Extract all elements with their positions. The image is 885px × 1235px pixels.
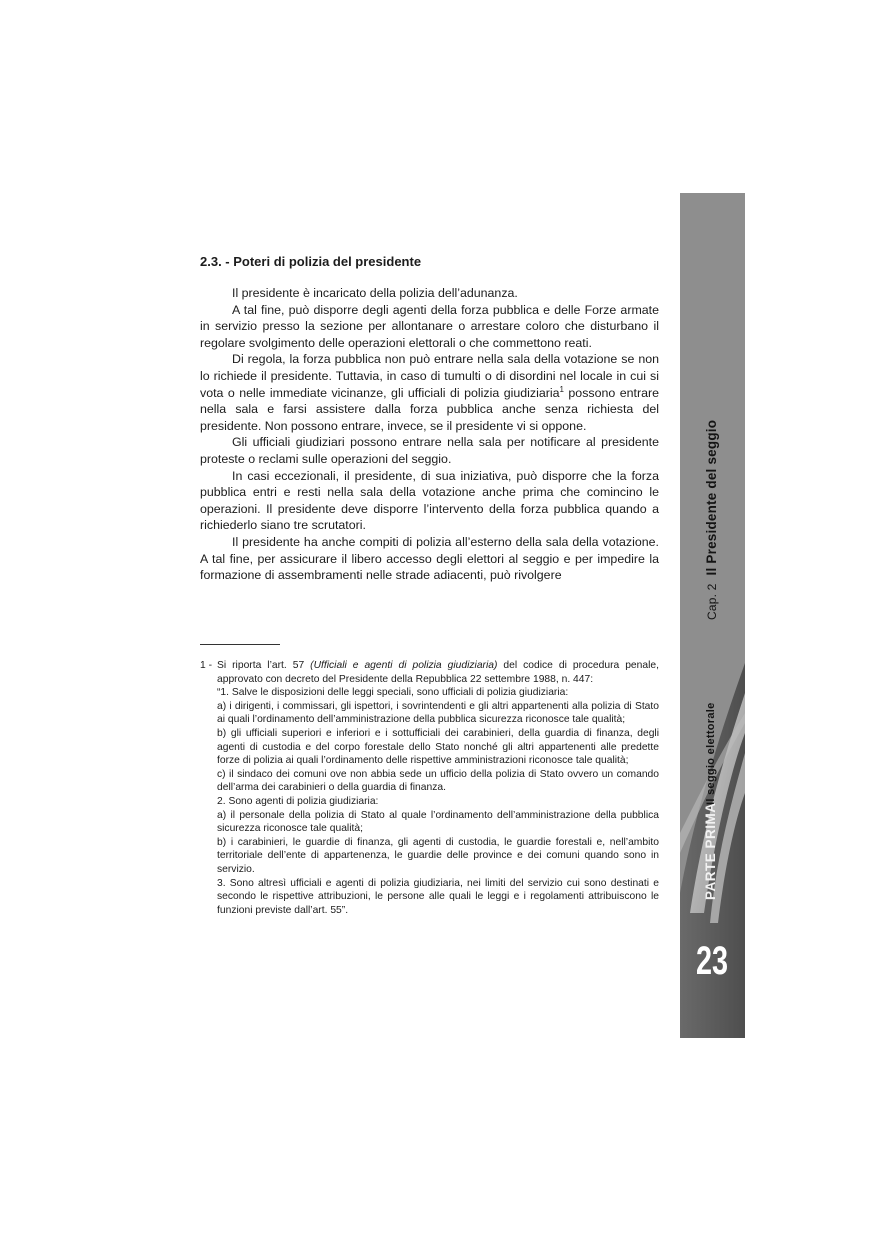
section-heading: 2.3. - Poteri di polizia del presidente <box>200 254 422 269</box>
footnote-reference[interactable]: 1 <box>559 384 564 394</box>
footnote-separator <box>200 644 280 645</box>
footnote-line: b) i carabinieri, le guardie di finanza, gli agenti di custodia, le guardie forestali e, nell’ambito territoriale dell’ente di appartenenza, le guardie delle province e dei comuni quando sono in servizio. <box>217 836 659 875</box>
footnote-article-title: (Ufficiali e agenti di polizia giudiziaria) <box>310 660 498 671</box>
paragraph <box>200 351 659 434</box>
footnote <box>200 659 659 917</box>
paragraph-text: Di regola, la forza pubblica non può entrare nella sala della votazione se non lo richiede il presidente. Tuttavia, in caso di tumulti o di disordini nel locale in cui si vota o nelle immediate vicinanze, gli ufficiali di polizia giudiziaria <box>200 352 659 400</box>
footnote-line: “1. Salve le disposizioni delle leggi speciali, sono ufficiali di polizia giudiziaria: <box>217 687 569 699</box>
footnote-line: a) il personale della polizia di Stato al quale l’ordinamento dell’amministrazione della pubblica sicurezza riconosce tale qualità; <box>217 809 659 835</box>
body-text <box>200 285 659 584</box>
chapter-title <box>704 420 719 620</box>
footnote-line: a) i dirigenti, i commissari, gli ispettori, i sovrintendenti e gli altri appartenenti alla polizia di Stato ai quali l’ordinamento dell’amministrazione della pubblica sicurezza riconosce tale qualità; <box>217 700 659 726</box>
part-title: PARTE PRIMA <box>703 802 718 900</box>
footnote-line: b) gli ufficiali superiori e inferiori e i sottufficiali dei carabinieri, della guardia di finanza, degli agenti di custodia e del corpo forestale dello Stato nonché gli altri appartenenti alle predette forze di polizia ai quali l’ordinamento delle rispettive amministrazioni riconosce tale qualità; <box>217 727 659 767</box>
chapter-label: Cap. 2 <box>705 583 719 620</box>
paragraph: A tal fine, può disporre degli agenti della forza pubblica e delle Forze armate in servizio presso la sezione per allontanare o arrestare coloro che disturbano il regolare svolgimento delle operazioni elettorali o che commettono reati. <box>200 302 659 350</box>
footnote-line: 3. Sono altresì ufficiali e agenti di polizia giudiziaria, nei limiti del servizio cui sono destinati e secondo le rispettive attribuzioni, le persone alle quali le leggi e i regolamenti attribuiscono le funzioni previste dall’art. 55”. <box>217 877 659 916</box>
footnote-intro-text: del codice di procedura penale, approvato con decreto del Presidente della Repubblica 22 settembre 1988, n. 447: <box>217 660 659 685</box>
footnote-line: 2. Sono agenti di polizia giudiziaria: <box>217 795 379 807</box>
footnote-intro-text: Si riporta l’art. 57 <box>217 660 311 671</box>
footnote-number: 1 - <box>200 660 213 671</box>
paragraph: Il presidente è incaricato della polizia dell’adunanza. <box>232 286 518 300</box>
section-running-title: Il seggio elettorale <box>705 702 717 805</box>
paragraph: In casi eccezionali, il presidente, di sua iniziativa, può disporre che la forza pubblica entri e resti nella sala della votazione anche prima che comincino le operazioni. Il presidente deve disporre l’intervento della forza pubblica quando a richiederlo siano tre scrutatori. <box>200 468 659 533</box>
paragraph: Il presidente ha anche compiti di polizia all’esterno della sala della votazione. A tal fine, per assicurare il libero accesso degli elettori al seggio e per impedire la formazione di assembramenti nelle strade adiacenti, può rivolgere <box>200 534 659 583</box>
footnote-intro <box>200 659 659 686</box>
footnote-line: c) il sindaco dei comuni ove non abbia sede un ufficio della polizia di Stato ovvero un comando dell’arma dei carabinieri o della guardia di finanza. <box>217 768 659 794</box>
paragraph: Gli ufficiali giudiziari possono entrare nella sala per notificare al presidente proteste o reclami sulle operazioni del seggio. <box>200 435 659 466</box>
paragraph-text: possono entrare nella sala e farsi assistere dalla forza pubblica anche senza richiesta del presidente. Non possono entrare, invece, se il presidente vi si oppone. <box>200 385 659 433</box>
chapter-title-text: Il Presidente del seggio <box>704 419 719 576</box>
page-number: 23 <box>695 939 729 983</box>
